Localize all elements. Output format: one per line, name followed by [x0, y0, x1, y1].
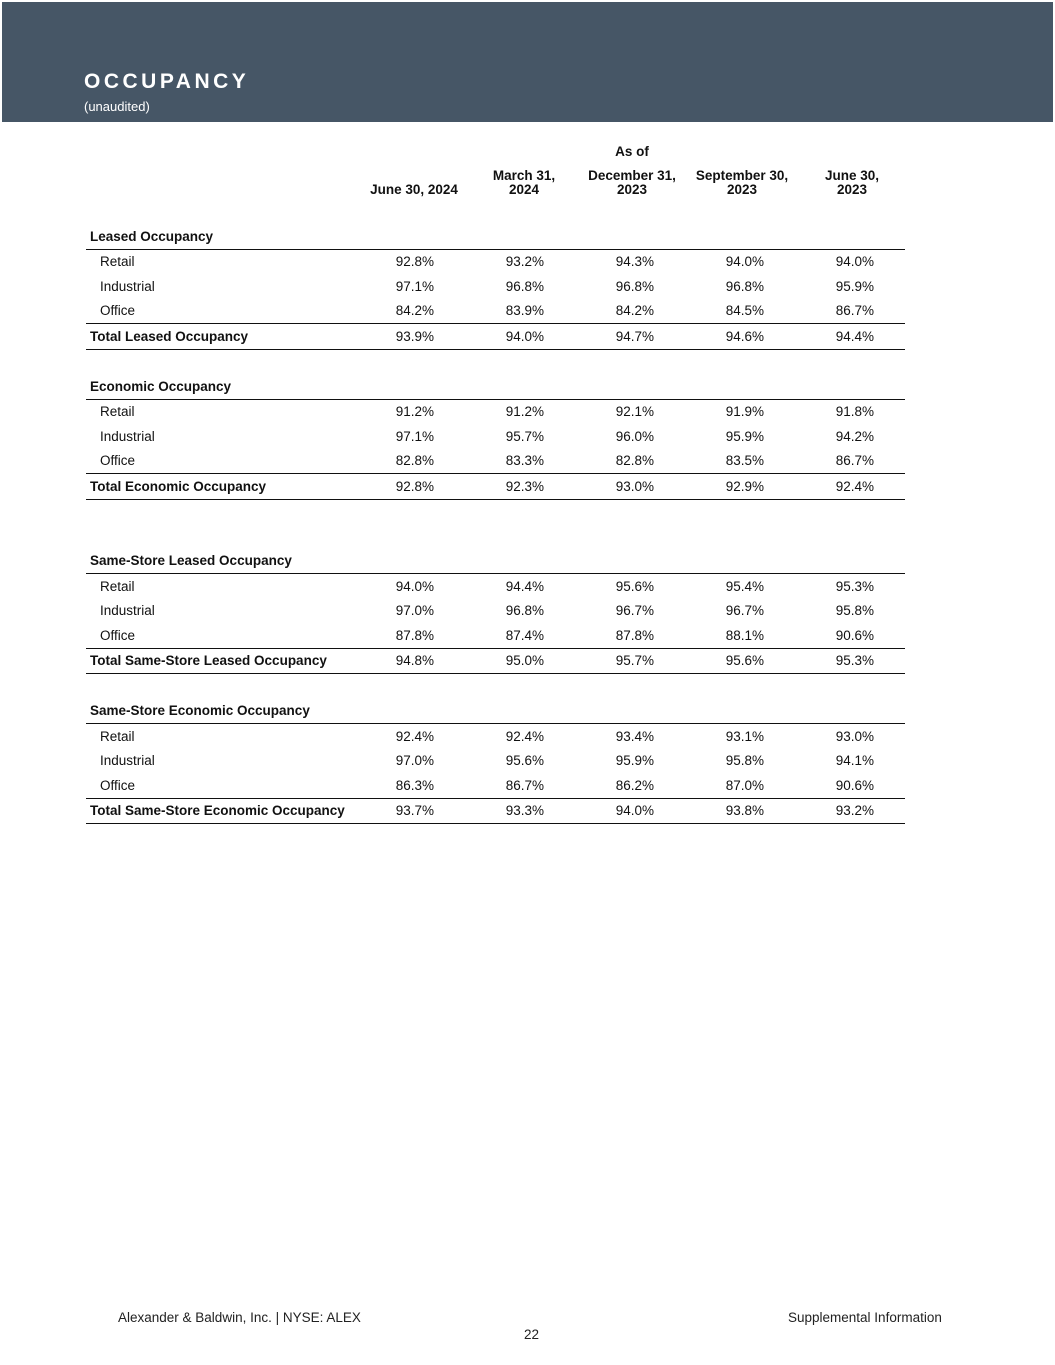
table-row-value: 96.7%: [615, 603, 654, 619]
table-row: [86, 250, 905, 275]
section-heading-label: Leased Occupancy: [90, 228, 214, 244]
table-row-value: 93.1%: [725, 728, 764, 744]
table-row-value: 97.1%: [395, 278, 434, 294]
table-row-label: Industrial: [100, 603, 155, 619]
total-row-value: 95.7%: [615, 653, 654, 669]
total-row-value: 94.0%: [505, 328, 544, 344]
total-row-value: 95.0%: [505, 653, 544, 669]
table-row-value: 86.7%: [505, 777, 544, 793]
table-row-label: Retail: [100, 578, 135, 594]
table-row-value: 93.0%: [835, 728, 874, 744]
table-row: [86, 574, 905, 599]
table-row-value: 93.4%: [615, 728, 654, 744]
header-banner: [2, 2, 1053, 122]
page-title: OCCUPANCY: [84, 70, 250, 93]
table-row-label: Retail: [100, 728, 135, 744]
total-row-value: 93.0%: [615, 478, 654, 494]
section-heading: [86, 699, 905, 725]
table-row-value: 84.5%: [725, 303, 764, 319]
total-row-value: 95.6%: [725, 653, 764, 669]
total-row-value: 93.9%: [395, 328, 434, 344]
table-row-value: 92.4%: [505, 728, 544, 744]
table-row-value: 84.2%: [615, 303, 654, 319]
total-row-value: 94.8%: [395, 653, 434, 669]
table-row-value: 91.9%: [725, 404, 764, 420]
table-row-value: 93.2%: [505, 254, 544, 270]
total-row-value: 93.7%: [395, 803, 434, 819]
table-row-value: 92.8%: [395, 254, 434, 270]
as-of-label: As of: [615, 144, 649, 159]
total-row-value: 94.4%: [835, 328, 874, 344]
total-row-value: 92.4%: [835, 478, 874, 494]
total-row-label: Total Same-Store Economic Occupancy: [90, 803, 345, 819]
section-heading: [86, 224, 905, 250]
table-row-value: 97.0%: [395, 753, 434, 769]
section-spacer: [86, 500, 905, 549]
table-row-value: 97.0%: [395, 603, 434, 619]
table-row-label: Retail: [100, 254, 135, 270]
table-row-value: 82.8%: [615, 453, 654, 469]
total-row-label: Total Leased Occupancy: [90, 328, 249, 344]
table-row-value: 95.3%: [835, 578, 874, 594]
table-row-value: 96.0%: [615, 428, 654, 444]
column-header: June 30, 2024: [370, 182, 458, 197]
table-row-value: 96.7%: [725, 603, 764, 619]
footer-company: Alexander & Baldwin, Inc. | NYSE: ALEX: [118, 1310, 361, 1325]
table-row-label: Industrial: [100, 278, 155, 294]
table-row-value: 86.3%: [395, 777, 434, 793]
table-row-value: 91.2%: [395, 404, 434, 420]
table-row: [86, 773, 905, 798]
total-row-value: 93.8%: [725, 803, 764, 819]
total-row-value: 94.6%: [725, 328, 764, 344]
table-row-value: 95.6%: [615, 578, 654, 594]
table-row-label: Industrial: [100, 428, 155, 444]
column-header: March 31, 2024: [492, 168, 556, 197]
table-row: [86, 299, 905, 324]
table-row: [86, 274, 905, 299]
table-row-value: 95.4%: [725, 578, 764, 594]
table-row-value: 83.5%: [725, 453, 764, 469]
table-row-value: 87.8%: [615, 627, 654, 643]
table-row: [86, 724, 905, 749]
table-row-value: 92.1%: [615, 404, 654, 420]
total-row-value: 95.3%: [835, 653, 874, 669]
table-row-value: 91.2%: [505, 404, 544, 420]
table-row-value: 87.8%: [395, 627, 434, 643]
table-row: [86, 623, 905, 648]
total-row-value: 92.8%: [395, 478, 434, 494]
table-row-value: 92.4%: [395, 728, 434, 744]
table-row-value: 82.8%: [395, 453, 434, 469]
table-row-value: 90.6%: [835, 627, 874, 643]
total-row-value: 93.3%: [505, 803, 544, 819]
table-row-value: 97.1%: [395, 428, 434, 444]
table-row-value: 91.8%: [835, 404, 874, 420]
section-spacer: [86, 350, 905, 375]
table-row-value: 87.4%: [505, 627, 544, 643]
table-row-label: Office: [100, 303, 136, 319]
total-row-value: 94.0%: [615, 803, 654, 819]
table-row-value: 95.8%: [725, 753, 764, 769]
table-row: [86, 400, 905, 425]
table-row-value: 94.3%: [615, 254, 654, 270]
page-number: 22: [524, 1327, 540, 1342]
total-row: [86, 648, 905, 675]
table-row-value: 94.1%: [835, 753, 874, 769]
table-row-value: 86.7%: [835, 303, 874, 319]
table-row-label: Office: [100, 453, 136, 469]
column-header: December 31, 2023: [588, 168, 676, 197]
table-row-value: 94.0%: [395, 578, 434, 594]
table-row: [86, 749, 905, 774]
table-body: [86, 224, 905, 824]
table-row: [86, 599, 905, 624]
column-header: June 30, 2023: [824, 168, 880, 197]
table-row-value: 94.0%: [725, 254, 764, 270]
table-row-value: 95.8%: [835, 603, 874, 619]
section-spacer: [86, 674, 905, 699]
section-heading-label: Same-Store Economic Occupancy: [90, 703, 310, 719]
total-row-label: Total Same-Store Leased Occupancy: [90, 653, 327, 669]
table-row-value: 95.9%: [835, 278, 874, 294]
occupancy-table: [86, 140, 905, 824]
section-heading-label: Same-Store Leased Occupancy: [90, 553, 292, 569]
table-row-label: Office: [100, 777, 136, 793]
table-row-label: Office: [100, 627, 136, 643]
table-row-value: 96.8%: [615, 278, 654, 294]
table-row-value: 95.7%: [505, 428, 544, 444]
table-row-value: 94.0%: [835, 254, 874, 270]
table-row: [86, 449, 905, 474]
total-row-value: 92.3%: [505, 478, 544, 494]
total-row-value: 94.7%: [615, 328, 654, 344]
table-row-value: 96.8%: [725, 278, 764, 294]
table-row-value: 94.2%: [835, 428, 874, 444]
footer-section: Supplemental Information: [788, 1310, 942, 1325]
table-row-label: Industrial: [100, 753, 155, 769]
table-row-value: 87.0%: [725, 777, 764, 793]
table-row-value: 84.2%: [395, 303, 434, 319]
table-row-value: 95.6%: [505, 753, 544, 769]
table-row-value: 83.3%: [505, 453, 544, 469]
section-heading-label: Economic Occupancy: [90, 378, 232, 394]
table-row-value: 83.9%: [505, 303, 544, 319]
total-row: [86, 798, 905, 825]
table-row-value: 86.2%: [615, 777, 654, 793]
table-row-value: 96.8%: [505, 278, 544, 294]
table-row-value: 95.9%: [725, 428, 764, 444]
section-heading: [86, 374, 905, 400]
total-row-value: 92.9%: [725, 478, 764, 494]
table-row-value: 90.6%: [835, 777, 874, 793]
total-row-value: 93.2%: [835, 803, 874, 819]
table-row-value: 96.8%: [505, 603, 544, 619]
total-row: [86, 323, 905, 350]
table-row-value: 86.7%: [835, 453, 874, 469]
column-header: September 30, 2023: [695, 168, 789, 197]
page-subtitle: (unaudited): [84, 99, 150, 114]
table-row-label: Retail: [100, 404, 135, 420]
table-header: [86, 140, 905, 224]
table-row: [86, 424, 905, 449]
table-row-value: 94.4%: [505, 578, 544, 594]
total-row-label: Total Economic Occupancy: [90, 478, 267, 494]
total-row: [86, 473, 905, 500]
table-row-value: 95.9%: [615, 753, 654, 769]
table-row-value: 88.1%: [725, 627, 764, 643]
section-heading: [86, 549, 905, 575]
